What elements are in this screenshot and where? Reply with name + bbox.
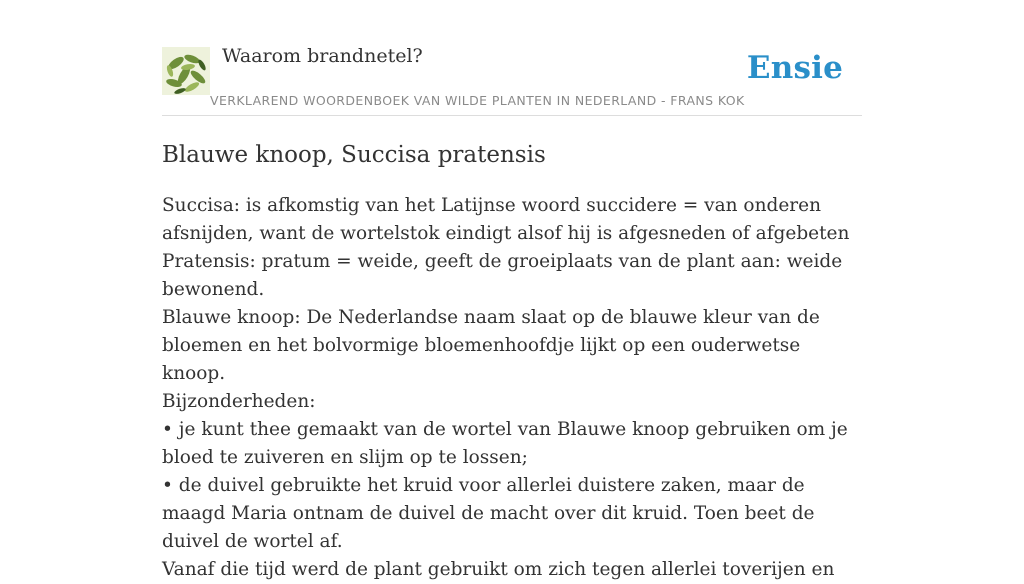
entry-paragraph: Bijzonderheden: [162,391,316,412]
entry-paragraph: Pratensis: pratum = weide, geeft de groeiplaats van de plant aan: weide bewonend. [162,251,843,300]
ensie-logo[interactable]: Ensie [746,50,843,86]
page [162,0,862,580]
entry-paragraph: Vanaf die tijd werd de plant gebruikt om zich tegen allerlei toverijen en [162,559,835,580]
entry-body [162,192,862,584]
source-label[interactable]: VERKLAREND WOORDENBOEK VAN WILDE PLANTEN IN NEDERLAND - FRANS KOK [210,93,745,108]
entry-bullet: • de duivel gebruikte het kruid voor allerlei duistere zaken, maar de maagd Maria ontnam de duivel de macht over dit kruid. Toen beet de duivel de wortel af. [162,475,815,552]
question-title[interactable]: Waarom brandnetel? [222,45,423,67]
entry-paragraph: Blauwe knoop: De Nederlandse naam slaat op de blauwe kleur van de bloemen en het bolvormige bloemenhoofdje lijkt op een ouderwetse knoop. [162,307,820,384]
entry-bullet: • je kunt thee gemaakt van de wortel van Blauwe knoop gebruiken om je bloed te zuiveren en slijm op te lossen; [162,419,848,468]
entry-paragraph: Succisa: is afkomstig van het Latijnse woord succidere = van onderen afsnijden, want de wortelstok eindigt alsof hij is afgesneden of afgebeten [162,195,850,244]
entry-title: Blauwe knoop, Succisa pratensis [162,142,546,168]
plant-avatar-icon[interactable] [162,47,210,95]
header [162,0,862,116]
